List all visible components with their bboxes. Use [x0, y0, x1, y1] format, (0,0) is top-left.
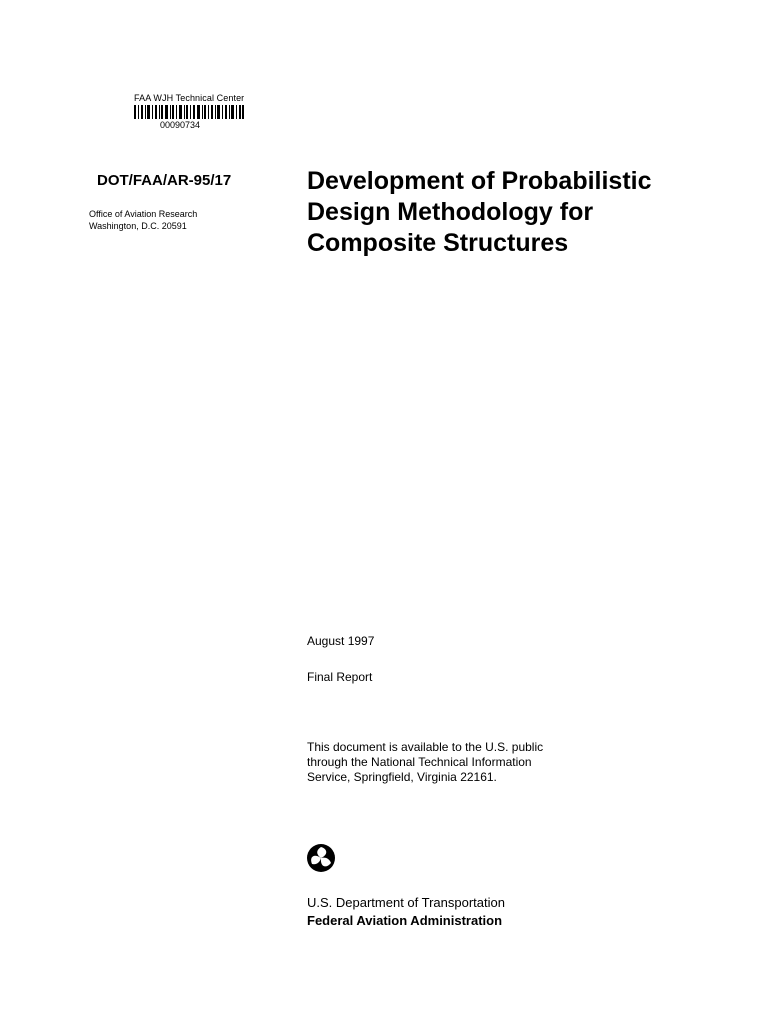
availability-statement: This document is available to the U.S. public through the National Technical Information Service, Springfield, Virginia 22161.	[307, 740, 544, 784]
barcode-number: 00090734	[160, 120, 201, 130]
office-address: Office of Aviation Research Washington, D.C. 20591	[89, 209, 198, 231]
dot-triskelion-icon	[306, 843, 336, 873]
report-type: Final Report	[307, 670, 373, 684]
barcode-label: FAA WJH Technical Center	[134, 93, 245, 103]
administration-name: Federal Aviation Administration	[307, 913, 503, 928]
department-name: U.S. Department of Transportation	[307, 895, 505, 910]
document-title: Development of Probabilistic Design Methodology for Composite Structures	[307, 167, 652, 257]
barcode-icon	[134, 105, 244, 119]
report-number: DOT/FAA/AR-95/17	[97, 172, 232, 189]
report-date: August 1997	[307, 634, 375, 648]
